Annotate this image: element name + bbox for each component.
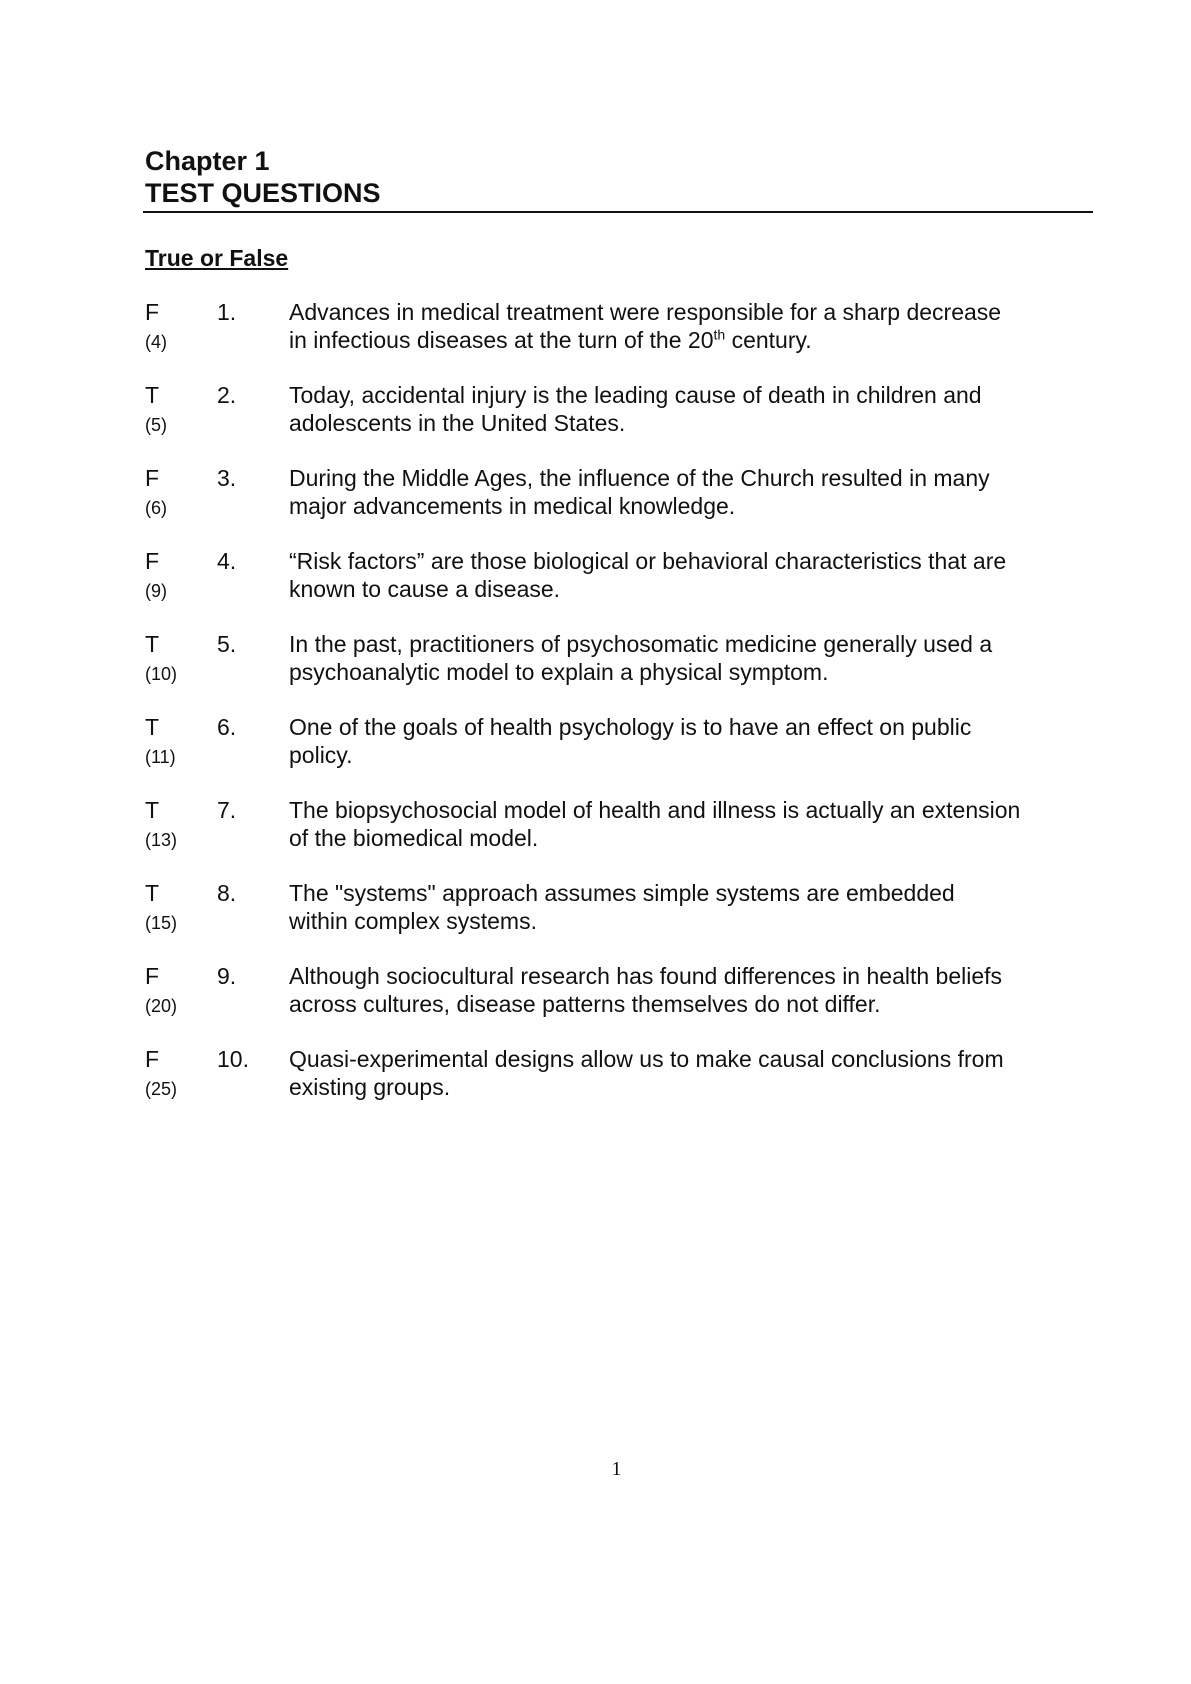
question-line: One of the goals of health psychology is to have an effect on public (289, 714, 972, 740)
answer-key: F (145, 548, 160, 574)
question-line-part: in infectious diseases at the turn of the 20 (289, 327, 714, 353)
question-line: across cultures, disease patterns themselves do not differ. (289, 991, 881, 1017)
chapter-title: Chapter 1 (145, 146, 270, 176)
question-line-part: century. (725, 327, 812, 353)
page-reference: (9) (145, 581, 167, 601)
ordinal-suffix: th (713, 326, 726, 343)
question-number: 7. (217, 797, 237, 823)
question-number: 3. (217, 465, 237, 491)
question-item (145, 630, 1095, 713)
question-text (289, 796, 1079, 852)
question-item (145, 796, 1095, 879)
answer-key: T (145, 797, 160, 823)
question-line: known to cause a disease. (289, 576, 561, 602)
question-line (289, 327, 812, 353)
answer-key: F (145, 299, 160, 325)
question-line: within complex systems. (289, 908, 537, 934)
question-item (145, 962, 1095, 1045)
question-line: existing groups. (289, 1074, 451, 1100)
question-item (145, 1045, 1095, 1128)
question-text (289, 381, 1079, 437)
page-reference: (11) (145, 747, 176, 767)
question-number: 9. (217, 963, 237, 989)
question-item (145, 298, 1095, 381)
page-reference: (10) (145, 664, 178, 684)
question-number: 1. (217, 299, 237, 325)
question-text (289, 298, 1079, 354)
question-line: major advancements in medical knowledge. (289, 493, 736, 519)
page-reference: (4) (145, 332, 167, 352)
question-line: adolescents in the United States. (289, 410, 626, 436)
question-line: The biopsychosocial model of health and illness is actually an extension (289, 797, 1021, 823)
question-item (145, 464, 1095, 547)
question-line: Today, accidental injury is the leading cause of death in children and (289, 382, 982, 408)
question-number: 10. (217, 1046, 249, 1072)
question-text (289, 1045, 1079, 1101)
question-item (145, 547, 1095, 630)
subsection-title: True or False (145, 245, 289, 271)
answer-key: T (145, 880, 160, 906)
answer-key: F (145, 1046, 160, 1072)
answer-key: T (145, 631, 160, 657)
page-number: 1 (611, 1458, 622, 1480)
question-text (289, 962, 1079, 1018)
answer-key: F (145, 465, 160, 491)
question-list (145, 298, 1095, 1128)
question-item (145, 879, 1095, 962)
question-line: policy. (289, 742, 353, 768)
question-line: of the biomedical model. (289, 825, 539, 851)
question-item (145, 713, 1095, 796)
question-line: In the past, practitioners of psychosomatic medicine generally used a (289, 631, 993, 657)
question-text (289, 547, 1079, 603)
question-number: 2. (217, 382, 237, 408)
answer-key: T (145, 382, 160, 408)
answer-key: T (145, 714, 160, 740)
question-text (289, 713, 1079, 769)
question-text (289, 879, 1079, 935)
answer-key: F (145, 963, 160, 989)
question-line: “Risk factors” are those biological or behavioral characteristics that are (289, 548, 1007, 574)
page-reference: (6) (145, 498, 167, 518)
page-reference: (5) (145, 415, 167, 435)
question-line: The "systems" approach assumes simple systems are embedded (289, 880, 955, 906)
page-reference: (13) (145, 830, 178, 850)
question-text (289, 630, 1079, 686)
question-number: 5. (217, 631, 237, 657)
question-line: Quasi-experimental designs allow us to make causal conclusions from (289, 1046, 1004, 1072)
page-reference: (25) (145, 1079, 178, 1099)
header-rule (143, 211, 1093, 213)
question-line: Advances in medical treatment were responsible for a sharp decrease (289, 299, 1002, 325)
question-item (145, 381, 1095, 464)
page-reference: (15) (145, 913, 178, 933)
question-text (289, 464, 1079, 520)
question-line: During the Middle Ages, the influence of the Church resulted in many (289, 465, 990, 491)
section-title: TEST QUESTIONS (145, 178, 381, 208)
question-line: psychoanalytic model to explain a physical symptom. (289, 659, 829, 685)
question-number: 8. (217, 880, 237, 906)
question-line: Although sociocultural research has found differences in health beliefs (289, 963, 1003, 989)
question-number: 6. (217, 714, 237, 740)
page-reference: (20) (145, 996, 178, 1016)
question-number: 4. (217, 548, 237, 574)
